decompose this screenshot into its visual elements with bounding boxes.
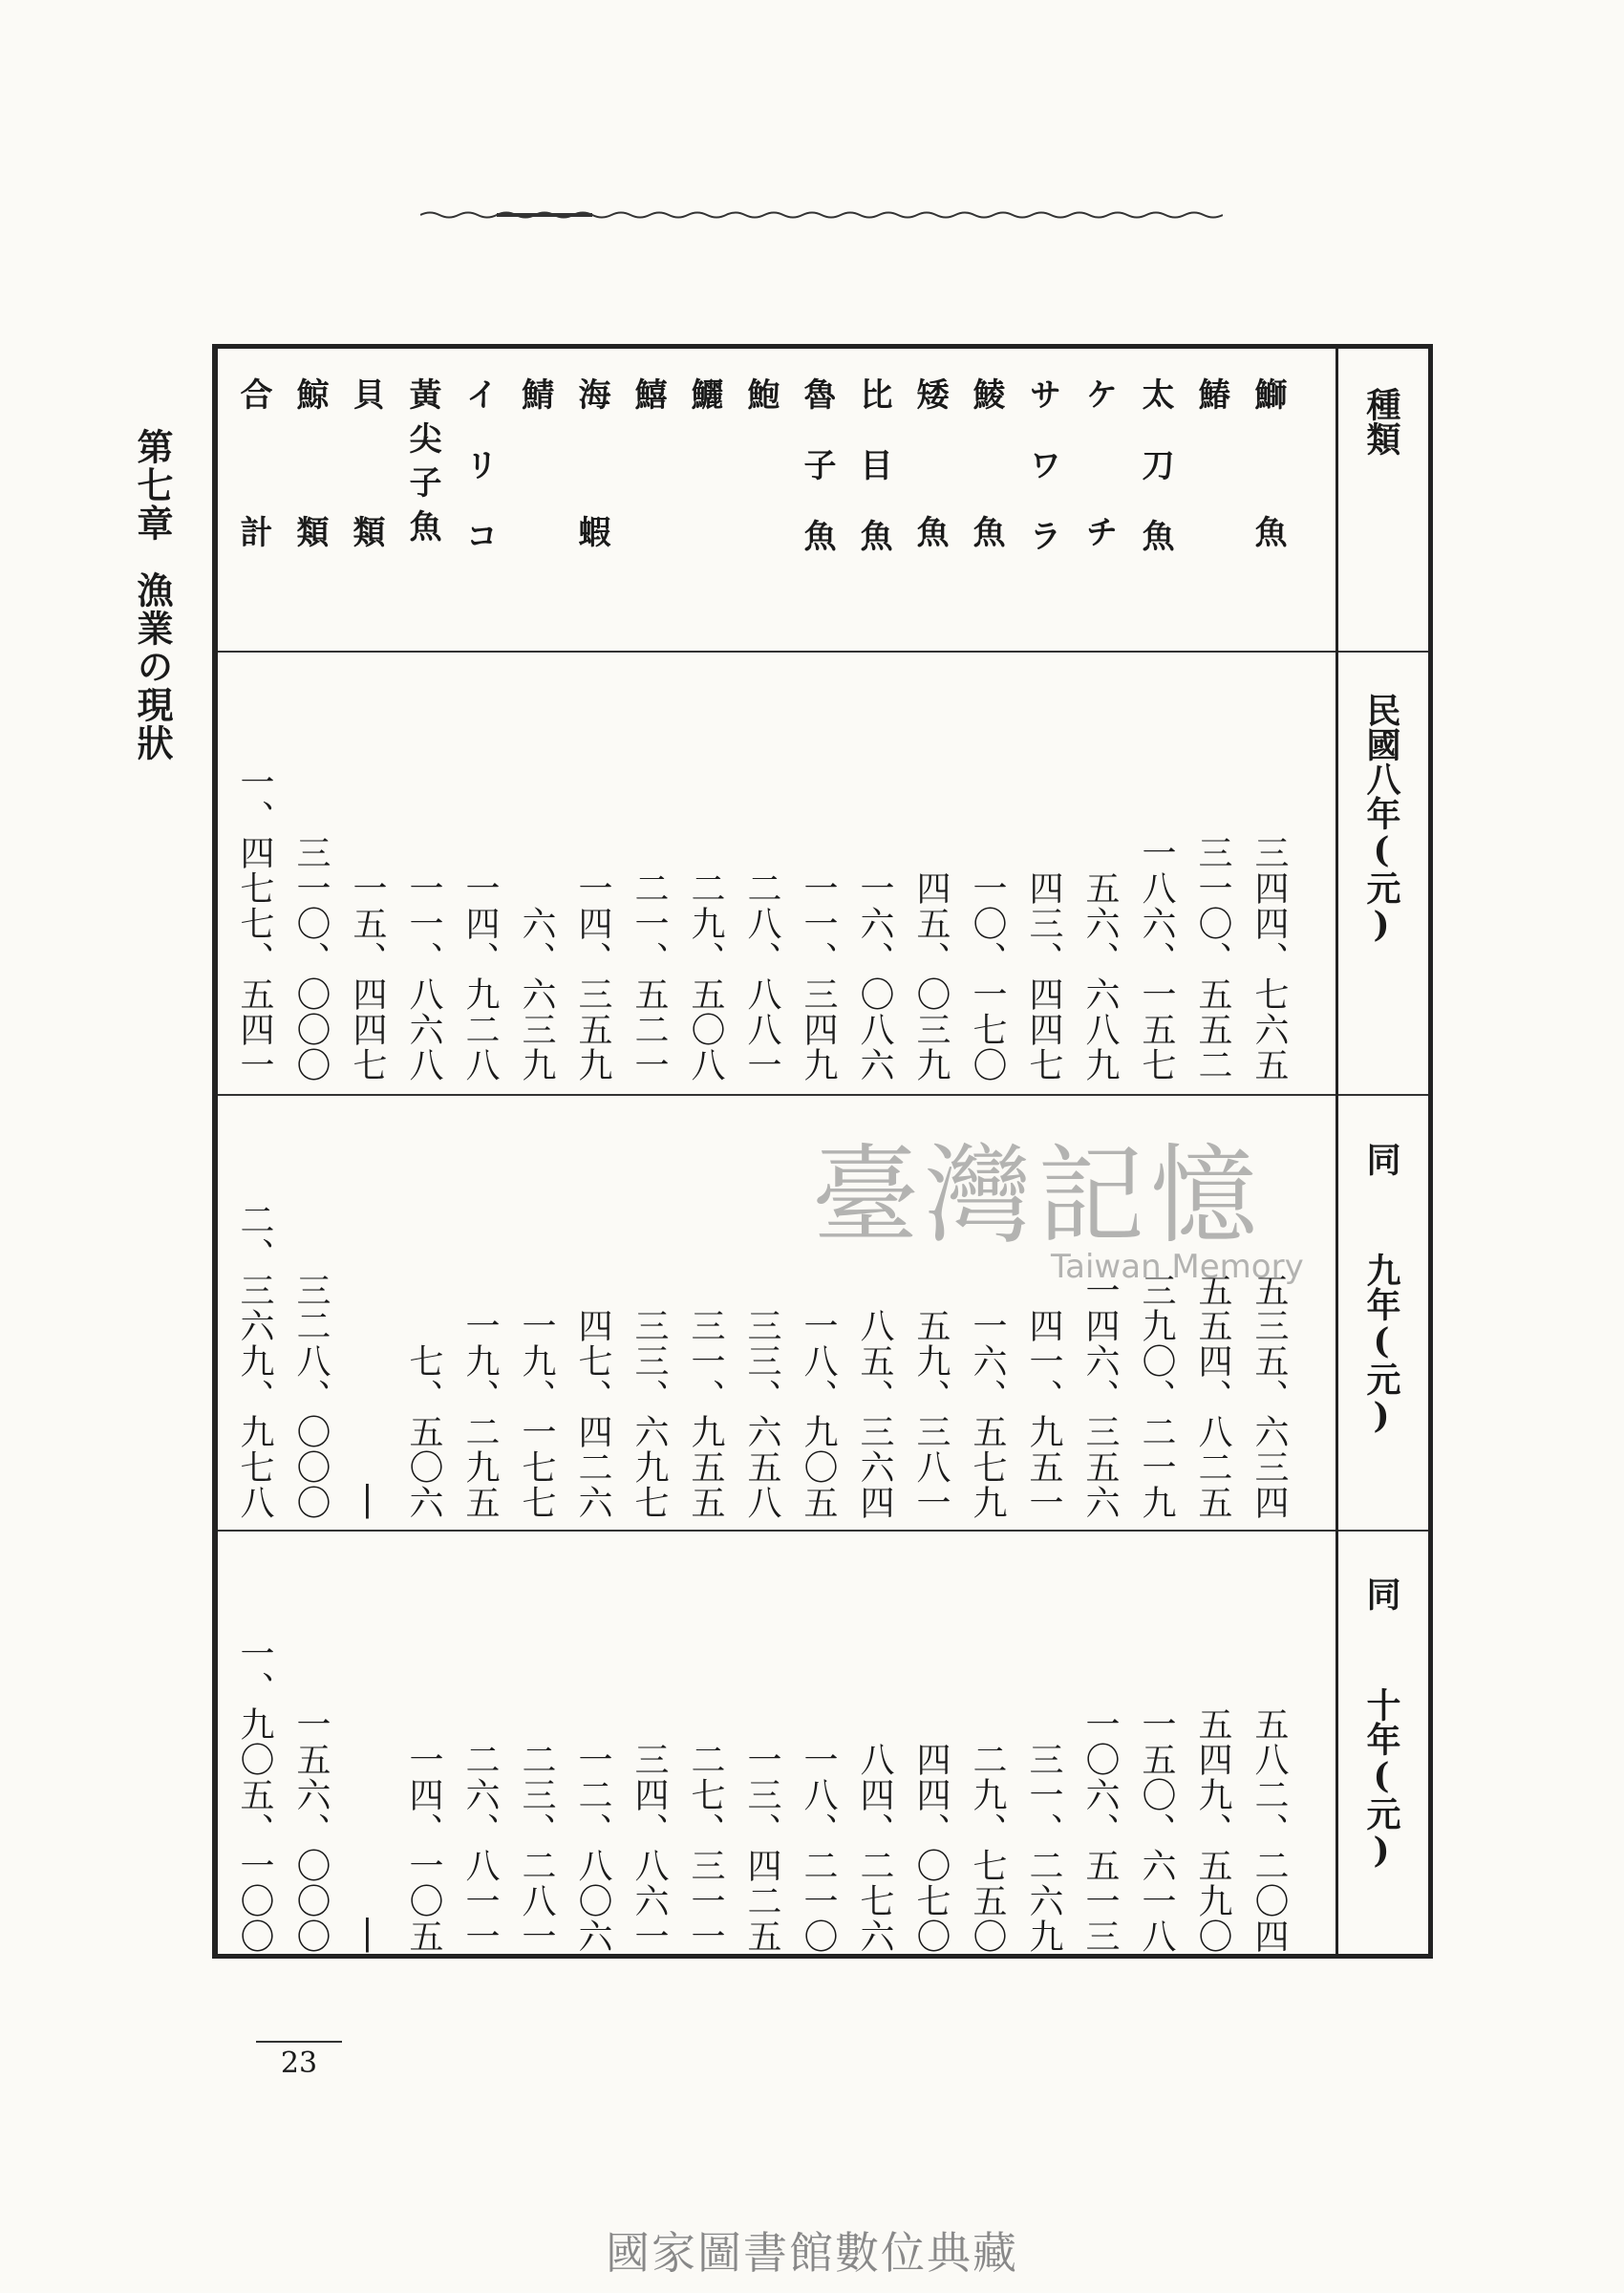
- header-year-10-year: 十年: [1361, 1687, 1401, 1756]
- table-row-name: ケチ: [1079, 377, 1118, 653]
- table-cell-y8: 三一〇、〇〇〇: [291, 835, 331, 1082]
- top-decorative-rule: [420, 208, 1223, 222]
- table-row-name: イリコ: [459, 377, 498, 589]
- table-cell-y10: 一五〇、六一八: [1137, 1706, 1176, 1954]
- table-cell-y8: 四三、四四七: [1024, 870, 1063, 1082]
- table-cell-y8: 一四、三五九: [573, 870, 612, 1082]
- table-cell-y10: 二九、七五〇: [968, 1742, 1007, 1954]
- table-cell-y10: 五八二、二〇四: [1250, 1706, 1289, 1954]
- header-year-8-year: 八年: [1361, 761, 1401, 830]
- table-cell-y8: 一四、九二八: [460, 870, 500, 1082]
- table-cell-y8: 一〇、一七〇: [968, 870, 1007, 1082]
- table-cell-y9: 三一、九五五: [686, 1308, 725, 1520]
- table-cell-y9: 三二八、〇〇〇: [291, 1273, 331, 1520]
- table-cell-y9: 三九〇、二一九: [1137, 1273, 1176, 1520]
- header-year-9-unit-text: 元: [1361, 1361, 1401, 1396]
- header-year-9-unit: (元): [1361, 1321, 1401, 1436]
- table-cell-y9: 三三、六五八: [742, 1308, 781, 1520]
- table-cell-y9: 五三五、六三四: [1250, 1273, 1289, 1520]
- table-row-name: 貝類: [347, 377, 385, 653]
- table-cell-y10: 三一、二六九: [1024, 1742, 1063, 1954]
- table-row-name: 合計: [234, 377, 272, 653]
- table-row-name: 黃尖子魚: [403, 377, 441, 553]
- table-row-name: 鱺: [685, 377, 723, 515]
- header-year-8-unit: (元): [1361, 830, 1401, 945]
- table-cell-y8: 一八六、一五七: [1137, 835, 1176, 1082]
- header-category-text: 種類: [1361, 387, 1401, 456]
- table-row-name: 太刀魚: [1136, 377, 1174, 589]
- table-row-name: 鱚: [629, 377, 667, 515]
- table-row-name: 魯子魚: [798, 377, 836, 589]
- table-cell-y8: 三一〇、五五二: [1193, 835, 1232, 1082]
- fishery-value-table: [212, 344, 1433, 1959]
- table-cell-y9: 五五四、八二五: [1193, 1273, 1232, 1520]
- table-cell-y9: 四一、九五一: [1024, 1308, 1063, 1520]
- table-cell-y9: 八五、三六四: [855, 1308, 894, 1520]
- table-cell-y8: 二九、五〇八: [686, 870, 725, 1082]
- table-cell-y9: 一八、九〇五: [799, 1308, 838, 1520]
- table-cell-y8: 二一、五二一: [630, 870, 669, 1082]
- table-cell-y9: 四七、四二六: [573, 1308, 612, 1520]
- header-year-9: [1361, 1142, 1401, 1436]
- column-divider-9-10: [218, 1530, 1428, 1532]
- table-cell-y8: 一一、三四九: [799, 870, 838, 1082]
- chapter-title: 漁業の現狀: [131, 571, 174, 762]
- header-year-10-lead: 同: [1361, 1576, 1401, 1611]
- column-divider-8-9: [218, 1094, 1428, 1096]
- table-row-name: 矮魚: [910, 377, 949, 653]
- table-cell-y10: |: [348, 1914, 387, 1954]
- table-row-name: 鮑: [741, 377, 780, 515]
- table-row-name: 鯖: [516, 377, 554, 515]
- table-row-name: 比目魚: [854, 377, 892, 589]
- table-cell-y8: 五六、六八九: [1080, 870, 1120, 1082]
- footer-library-credit: 國家圖書館數位典藏: [606, 2227, 1018, 2279]
- table-cell-y10: 三四、八六一: [630, 1742, 669, 1954]
- table-cell-y10: 一三、四二五: [742, 1742, 781, 1954]
- table-cell-y9: 二、三六九、九七八: [235, 1202, 274, 1520]
- table-cell-y8: 二八、八八一: [742, 870, 781, 1082]
- table-cell-y9: 一六、五七九: [968, 1308, 1007, 1520]
- header-year-9-year: 九年: [1361, 1253, 1401, 1321]
- header-year-10: [1361, 1576, 1401, 1871]
- page-number: 23: [256, 2041, 342, 2080]
- table-cell-y10: 一八、二一〇: [799, 1742, 838, 1954]
- table-cell-y8: 四五、〇三九: [911, 870, 951, 1082]
- table-cell-y10: 五四九、五九〇: [1193, 1706, 1232, 1954]
- header-year-8-unit-text: 元: [1361, 870, 1401, 905]
- header-row-divider: [218, 651, 1428, 653]
- table-row-name: 鰆: [1192, 377, 1230, 515]
- table-cell-y9: 一九、一七七: [517, 1308, 556, 1520]
- header-year-10-unit-text: 元: [1361, 1796, 1401, 1831]
- table-row-name: 海蝦: [572, 377, 610, 653]
- chapter-side-header: [131, 428, 174, 762]
- table-cell-y8: 六、六三九: [517, 906, 556, 1082]
- header-year-10-unit: (元): [1361, 1756, 1401, 1871]
- table-cell-y9: 一四六、三五六: [1080, 1273, 1120, 1520]
- table-cell-y9: 一九、二九五: [460, 1308, 500, 1520]
- table-cell-y10: 一四、一〇五: [404, 1742, 443, 1954]
- table-cell-y8: 一一、八六八: [404, 870, 443, 1082]
- table-cell-y10: 一五六、〇〇〇: [291, 1706, 331, 1954]
- table-cell-y8: 一六、〇八六: [855, 870, 894, 1082]
- header-year-8-lead: 民國: [1361, 693, 1401, 761]
- table-row-name: 鯨類: [290, 377, 329, 653]
- table-cell-y10: 一二、八〇六: [573, 1742, 612, 1954]
- header-year-8: [1361, 693, 1401, 945]
- header-year-9-lead: 同: [1361, 1142, 1401, 1176]
- table-row-name: 鰤魚: [1249, 377, 1287, 653]
- table-cell-y10: 二七、三一一: [686, 1742, 725, 1954]
- watermark-chinese: 臺灣記憶: [812, 1134, 1263, 1258]
- chapter-number: 第七章: [131, 428, 174, 543]
- table-cell-y10: 一〇六、五一三: [1080, 1706, 1120, 1954]
- table-cell-y9: |: [348, 1480, 387, 1520]
- table-cell-y9: 七、五〇六: [404, 1343, 443, 1520]
- table-row-name: サワラ: [1023, 377, 1061, 589]
- header-category: [1361, 387, 1401, 616]
- watermark-english: Taiwan Memory: [1051, 1248, 1304, 1286]
- header-column-divider: [1336, 349, 1338, 1954]
- table-cell-y10: 二六、八一一: [460, 1742, 500, 1954]
- table-cell-y8: 一、四七七、五四一: [235, 764, 274, 1082]
- table-cell-y9: 五九、三八一: [911, 1308, 951, 1520]
- table-row-name: 鯪魚: [967, 377, 1005, 653]
- table-cell-y9: 三三、六九七: [630, 1308, 669, 1520]
- table-cell-y10: 二三、二八一: [517, 1742, 556, 1954]
- table-cell-y10: 一、九〇五、一〇〇: [235, 1636, 274, 1954]
- table-cell-y8: 三四四、七六五: [1250, 835, 1289, 1082]
- table-cell-y8: 一五、四四七: [348, 870, 387, 1082]
- table-cell-y10: 四四、〇七〇: [911, 1742, 951, 1954]
- table-cell-y10: 八四、二七六: [855, 1742, 894, 1954]
